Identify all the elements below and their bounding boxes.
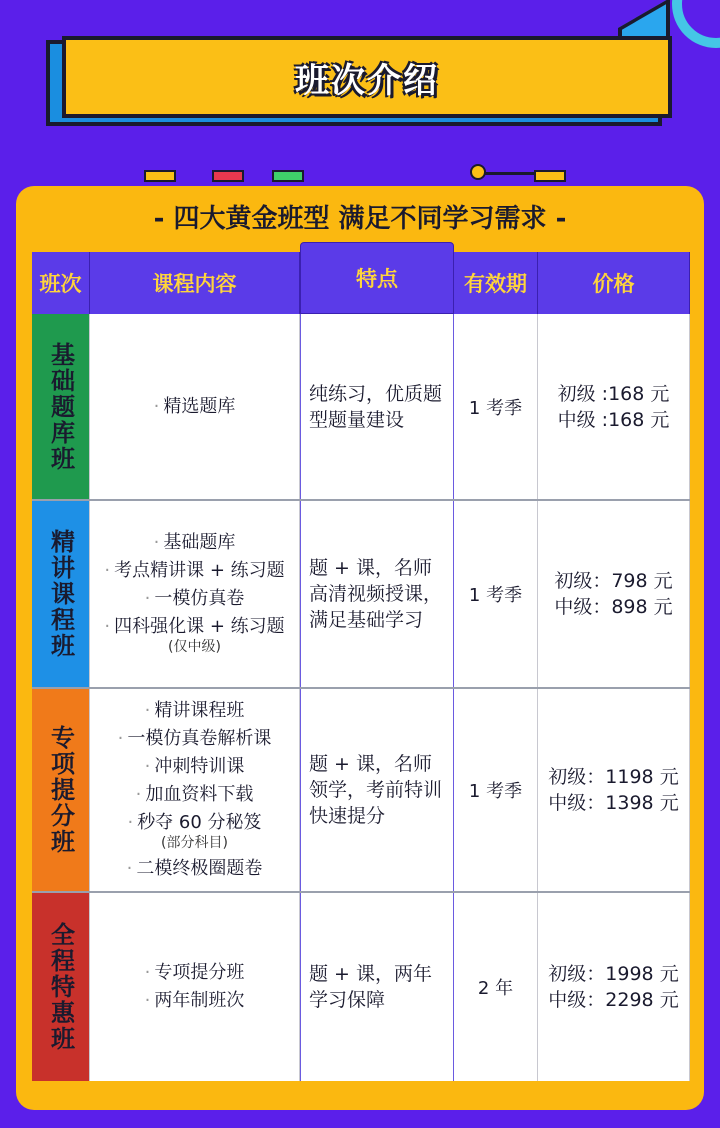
course-item: · 考点精讲课 + 练习题 bbox=[104, 560, 285, 581]
price-cell bbox=[538, 314, 690, 499]
course-item: · 冲刺特训课 bbox=[144, 756, 245, 777]
header-feature: 特点 bbox=[300, 242, 454, 314]
price-primary: 初级：798 元 bbox=[554, 570, 673, 592]
validity-cell bbox=[454, 314, 538, 499]
price-intermediate: 中级：1398 元 bbox=[548, 792, 679, 814]
table-row bbox=[32, 893, 690, 1081]
feature-cell bbox=[300, 689, 454, 891]
validity-text: 2 年 bbox=[477, 978, 514, 999]
course-item: · 二模终极圈题卷 bbox=[126, 858, 263, 879]
feature-cell bbox=[300, 501, 454, 687]
price-intermediate: 中级：898 元 bbox=[554, 596, 673, 618]
title-banner bbox=[62, 36, 672, 118]
validity-cell bbox=[454, 689, 538, 891]
decorative-dot bbox=[470, 164, 486, 180]
course-item: · 一模仿真卷 bbox=[144, 588, 245, 609]
price-intermediate: 中级：2298 元 bbox=[548, 989, 679, 1011]
table-row bbox=[32, 501, 690, 689]
class-name: 精讲课程班 bbox=[32, 501, 90, 687]
header-validity: 有效期 bbox=[454, 252, 538, 314]
validity-text: 1 考季 bbox=[468, 781, 523, 802]
class-name: 基础题库班 bbox=[32, 314, 90, 499]
course-list bbox=[90, 314, 300, 499]
course-item: · 秒夺 60 分秘笈 bbox=[127, 812, 262, 833]
class-name: 全程特惠班 bbox=[32, 893, 90, 1081]
validity-text: 1 考季 bbox=[468, 585, 523, 606]
header-content: 课程内容 bbox=[90, 252, 300, 314]
decorative-ring bbox=[672, 0, 720, 48]
feature-text: 纯练习，优质题型题量建设 bbox=[309, 382, 443, 431]
decorative-line bbox=[478, 172, 538, 175]
course-item: · 一模仿真卷解析课 bbox=[117, 728, 272, 749]
header-class: 班次 bbox=[32, 252, 90, 314]
class-name: 专项提分班 bbox=[32, 689, 90, 891]
course-list bbox=[90, 689, 300, 891]
header-price: 价格 bbox=[538, 252, 690, 314]
table-header bbox=[32, 252, 690, 314]
page-title: 班次介绍 bbox=[295, 60, 439, 101]
price-cell bbox=[538, 893, 690, 1081]
section-subtitle: - 四大黄金班型 满足不同学习需求 - bbox=[153, 204, 567, 234]
table-row bbox=[32, 314, 690, 501]
course-item: · 四科强化课 + 练习题 bbox=[104, 616, 285, 637]
feature-text: 题 + 课，名师高清视频授课，满足基础学习 bbox=[309, 557, 443, 631]
decorative-tab bbox=[144, 170, 176, 182]
validity-cell bbox=[454, 893, 538, 1081]
table-row bbox=[32, 689, 690, 893]
price-primary: 初级：1998 元 bbox=[548, 963, 679, 985]
feature-cell bbox=[300, 314, 454, 499]
feature-text: 题 + 课，名师领学，考前特训快速提分 bbox=[309, 753, 443, 827]
course-item: · 精讲课程班 bbox=[144, 700, 245, 721]
price-cell bbox=[538, 501, 690, 687]
decorative-tab bbox=[272, 170, 304, 182]
class-table bbox=[32, 252, 690, 1081]
price-primary: 初级：1198 元 bbox=[548, 766, 679, 788]
course-item: · 基础题库 bbox=[153, 532, 236, 553]
course-note: (仅中级) bbox=[168, 639, 221, 655]
validity-cell bbox=[454, 501, 538, 687]
price-intermediate: 中级 :168 元 bbox=[557, 408, 670, 431]
decorative-tab bbox=[534, 170, 566, 182]
course-item: · 专项提分班 bbox=[144, 962, 245, 983]
decorative-tab bbox=[212, 170, 244, 182]
course-list bbox=[90, 501, 300, 687]
course-list bbox=[90, 893, 300, 1081]
price-cell bbox=[538, 689, 690, 891]
course-item: · 两年制班次 bbox=[144, 990, 245, 1011]
course-item: · 精选题库 bbox=[153, 395, 236, 417]
price-primary: 初级 :168 元 bbox=[557, 382, 670, 405]
course-item: · 加血资料下载 bbox=[135, 784, 254, 805]
feature-text: 题 + 课，两年学习保障 bbox=[309, 963, 432, 1011]
course-note: (部分科目) bbox=[161, 835, 228, 851]
validity-text: 1 考季 bbox=[468, 397, 523, 419]
feature-cell bbox=[300, 893, 454, 1081]
